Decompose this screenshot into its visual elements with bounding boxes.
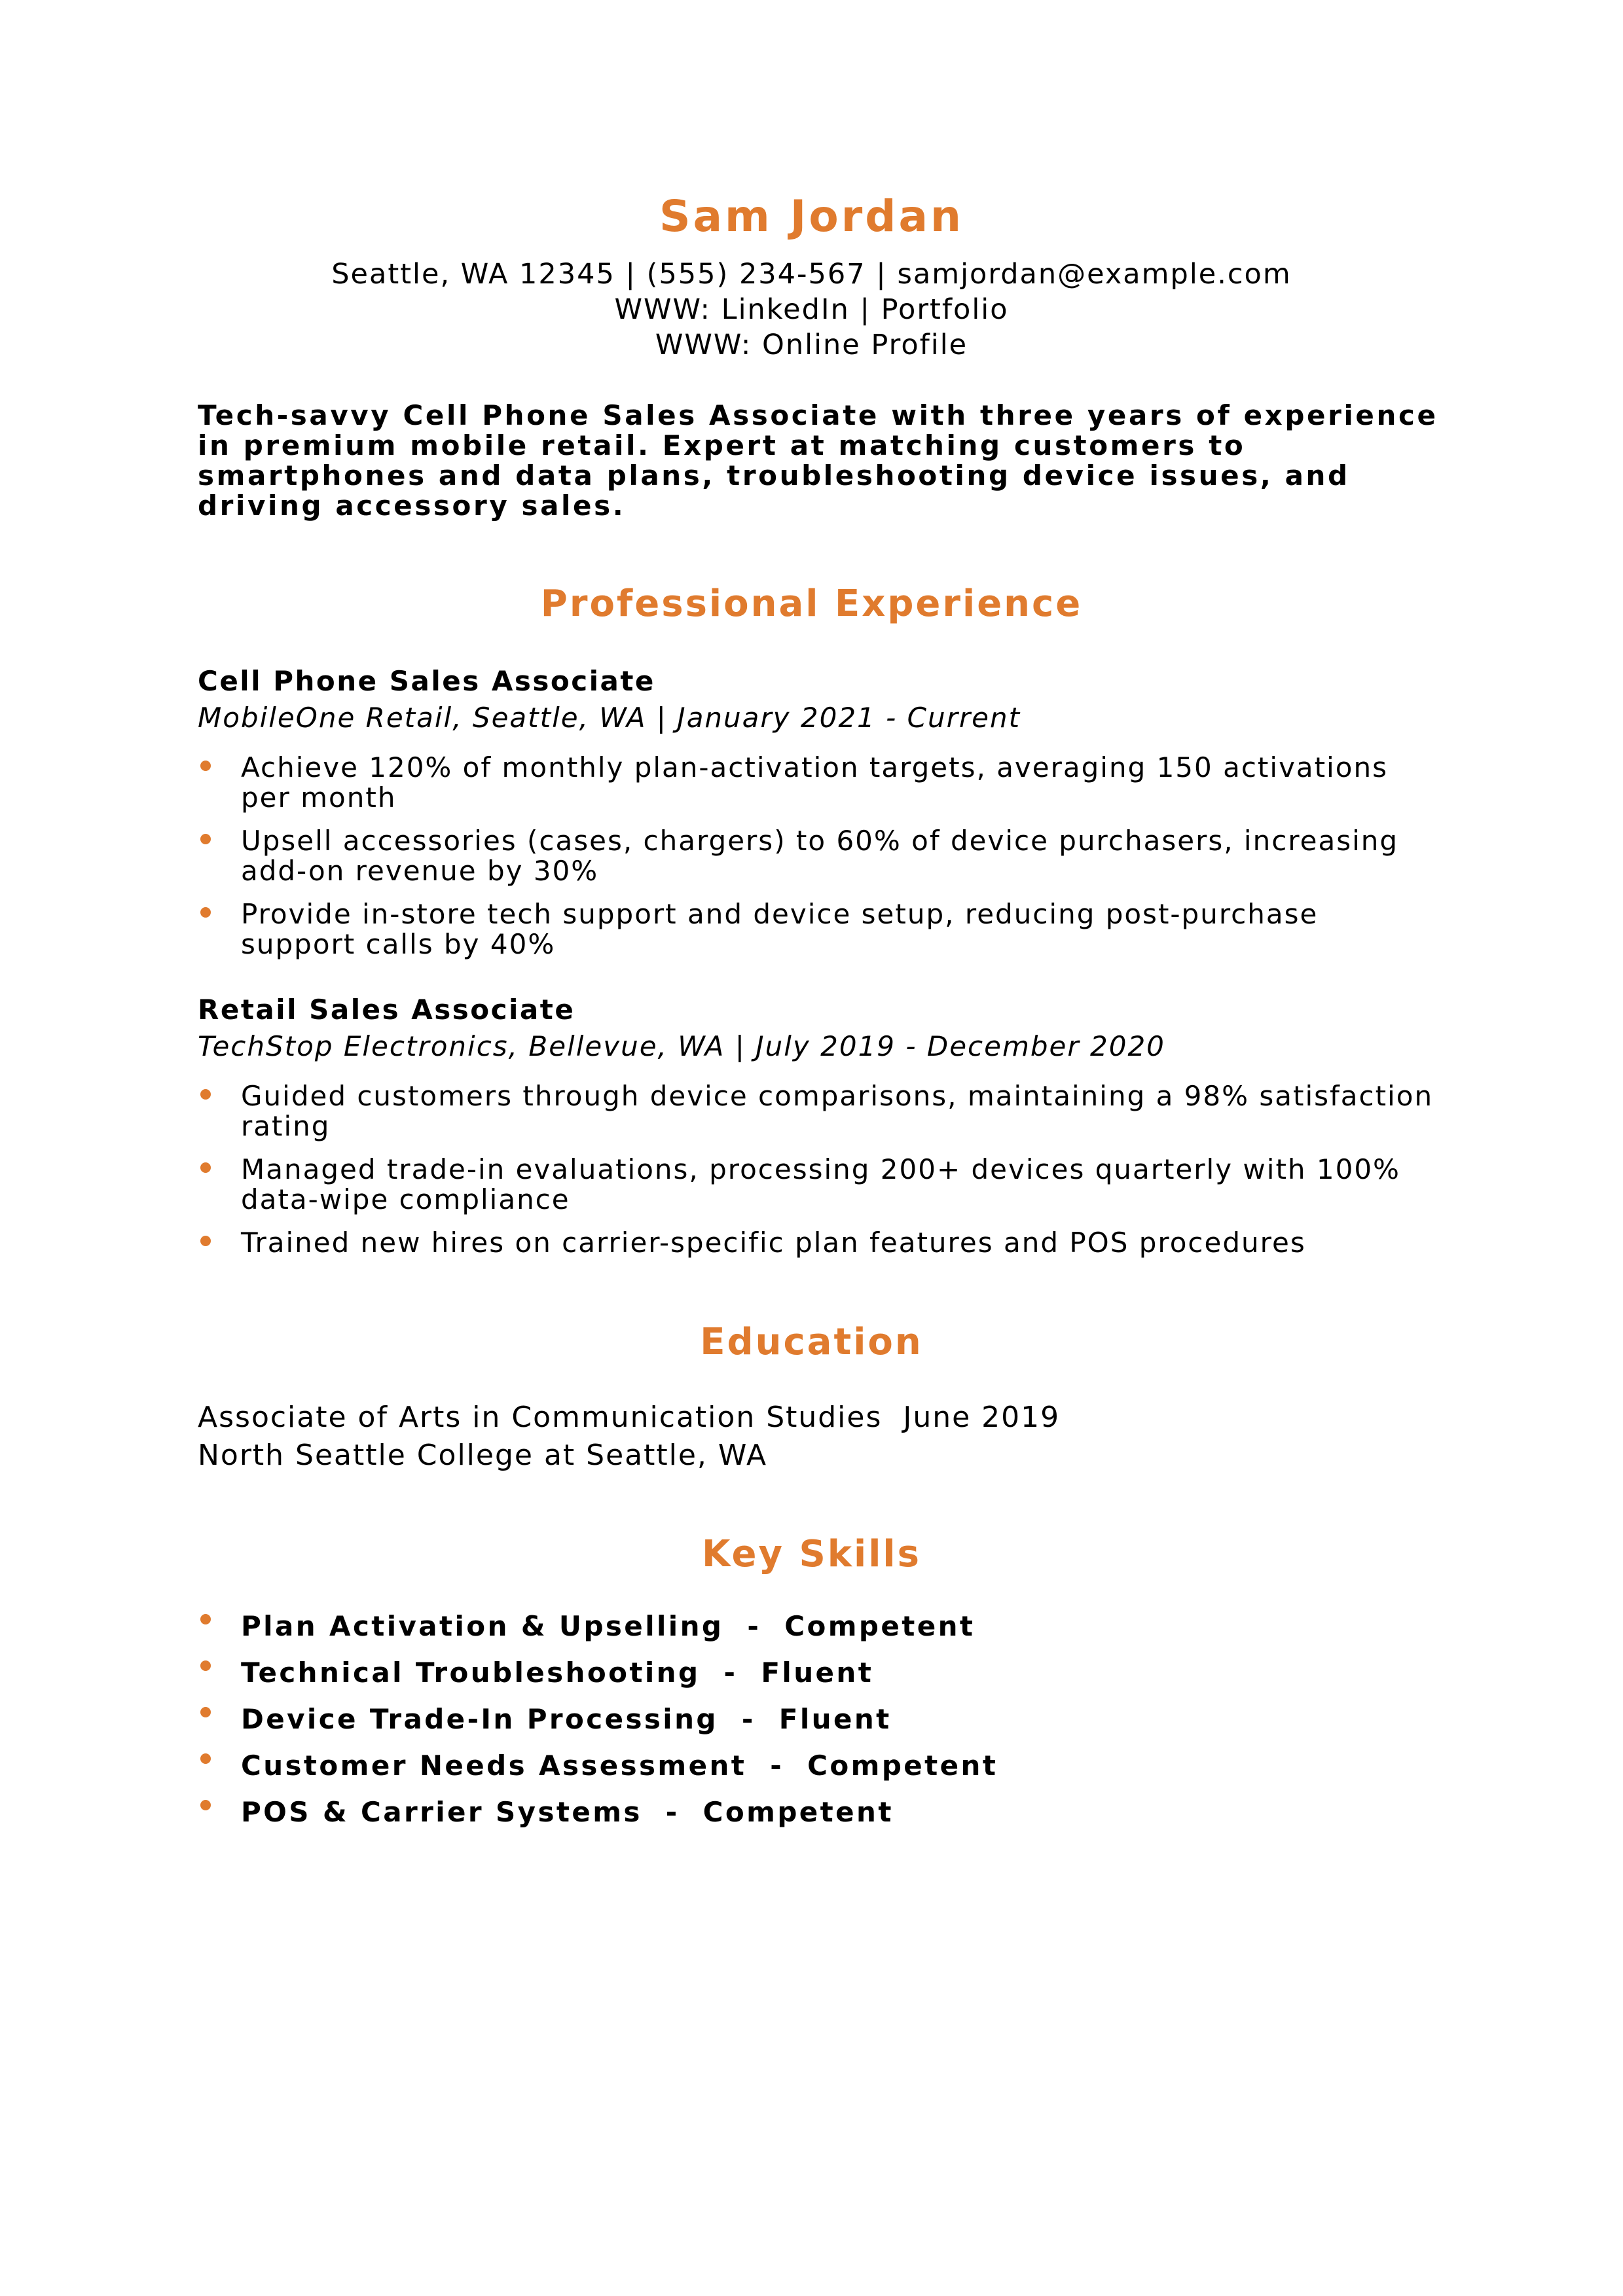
- job-employer-dates: MobileOne Retail, Seattle, WA | January 2021 - Current: [198, 702, 1021, 734]
- skill-text: Technical Troubleshooting - Fluent: [241, 1657, 874, 1689]
- bullet-icon: [200, 1800, 211, 1810]
- online-profile: WWW: Online Profile: [655, 329, 968, 361]
- skills-list: [198, 1610, 1442, 1842]
- section-title-skills: Key Skills: [702, 1533, 921, 1575]
- skill-item: [198, 1796, 1442, 1829]
- bullet-icon: [200, 1236, 211, 1246]
- web-links: WWW: LinkedIn | Portfolio: [614, 293, 1009, 326]
- list-item: [198, 753, 1442, 813]
- skill-text: Device Trade-In Processing - Fluent: [241, 1703, 892, 1735]
- section-title-education: Education: [700, 1321, 923, 1363]
- bullet-icon: [200, 907, 211, 918]
- bullet-icon: [200, 1614, 211, 1624]
- bullet-icon: [200, 1089, 211, 1100]
- job-employer-dates: TechStop Electronics, Bellevue, WA | July 2019 - December 2020: [198, 1030, 1165, 1062]
- skill-text: Plan Activation & Upselling - Competent: [241, 1610, 976, 1642]
- bullet-text: Trained new hires on carrier-specific plan features and POS procedures: [241, 1227, 1306, 1259]
- list-item: [198, 899, 1442, 960]
- bullet-icon: [200, 1162, 211, 1173]
- skill-text: Customer Needs Assessment - Competent: [241, 1749, 998, 1782]
- job-bullets: [198, 753, 1442, 973]
- bullet-text: Achieve 120% of monthly plan-activation targets, averaging 150 activations per month: [241, 751, 1388, 814]
- bullet-text: Provide in-store tech support and device setup, reducing post-purchase support calls by 40%: [241, 898, 1319, 960]
- list-item: [198, 1155, 1442, 1215]
- list-item: [198, 1081, 1442, 1141]
- bullet-icon: [200, 1660, 211, 1671]
- list-item: [198, 826, 1442, 886]
- bullet-icon: [200, 761, 211, 771]
- skill-item: [198, 1703, 1442, 1736]
- school: North Seattle College at Seattle, WA: [198, 1439, 768, 1472]
- degree: Associate of Arts in Communication Studies June 2019: [198, 1401, 1061, 1434]
- job-title: Cell Phone Sales Associate: [198, 665, 655, 697]
- skill-item: [198, 1657, 1442, 1689]
- bullet-text: Guided customers through device comparisons, maintaining a 98% satisfaction rating: [241, 1080, 1434, 1142]
- job-title: Retail Sales Associate: [198, 994, 575, 1026]
- job-bullets: [198, 1081, 1442, 1271]
- bullet-text: Upsell accessories (cases, chargers) to 60% of device purchasers, increasing add-on revenue by 30%: [241, 825, 1399, 887]
- professional-summary: Tech-savvy Cell Phone Sales Associate with three years of experience in premium mobile retail. Expert at matching customers to smartphones and data plans, troubleshooting device issues, and driving accessory sales.: [198, 399, 1438, 522]
- skill-item: [198, 1610, 1442, 1643]
- bullet-icon: [200, 834, 211, 844]
- bullet-icon: [200, 1707, 211, 1717]
- section-title-experience: Professional Experience: [540, 583, 1083, 625]
- skill-text: POS & Carrier Systems - Competent: [241, 1796, 894, 1828]
- list-item: [198, 1228, 1442, 1258]
- candidate-name: Sam Jordan: [659, 191, 964, 242]
- contact-info: Seattle, WA 12345 | (555) 234-567 | samjordan@example.com: [331, 258, 1292, 291]
- bullet-icon: [200, 1753, 211, 1764]
- skill-item: [198, 1749, 1442, 1782]
- bullet-text: Managed trade-in evaluations, processing 200+ devices quarterly with 100% data-wipe compliance: [241, 1153, 1400, 1215]
